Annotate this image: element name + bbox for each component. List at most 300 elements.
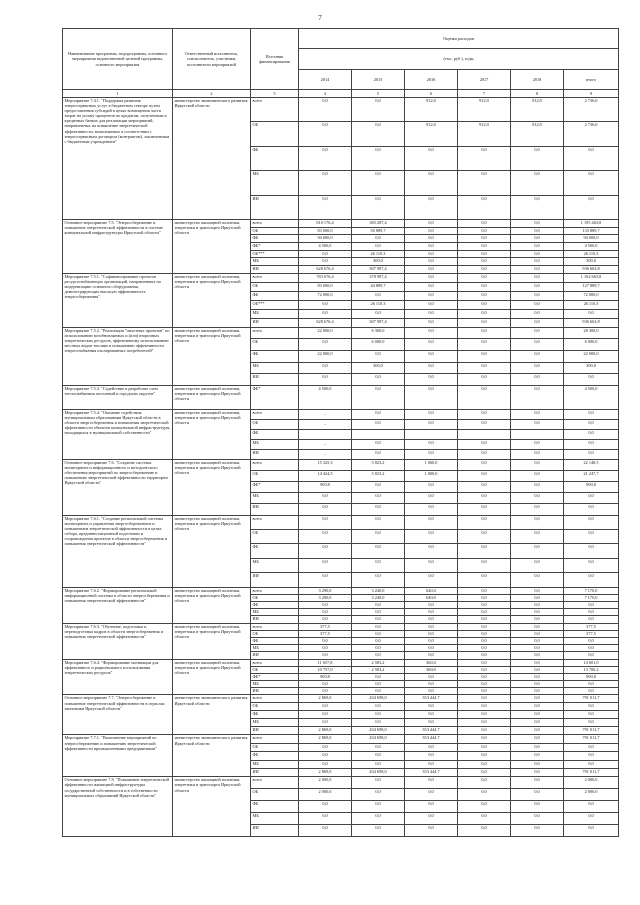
- amount-cell: 0,0: [299, 801, 352, 813]
- amount-cell: 0,0: [352, 602, 405, 609]
- funding-source: ФБ: [251, 146, 299, 170]
- amount-cell: 0,0: [405, 813, 458, 825]
- measure-executor: министерство жилищной политики, энергетики и транспорта Иркутской области: [173, 587, 251, 623]
- amount-cell: 0,0: [511, 362, 564, 374]
- amount-cell: 783 676,4: [299, 273, 352, 282]
- amount-cell: 0,0: [511, 789, 564, 801]
- table-row: [63, 273, 619, 282]
- amount-cell: 0,0: [299, 558, 352, 572]
- funding-source: ФБ: [251, 429, 299, 439]
- amount-cell: 0,0: [405, 339, 458, 351]
- amount-cell: _: [299, 449, 352, 459]
- amount-cell: 0,0: [352, 385, 405, 409]
- funding-source: всего: [251, 587, 299, 594]
- amount-cell: 0,0: [511, 703, 564, 711]
- amount-cell: 0,0: [458, 825, 511, 837]
- header-year: 2015: [352, 69, 405, 89]
- amount-cell: 0,0: [511, 594, 564, 601]
- amount-total: 791 011,7: [564, 769, 619, 777]
- amount-cell: 0,0: [511, 602, 564, 609]
- amount-total: 127 889,7: [564, 282, 619, 291]
- funding-source: ИИ: [251, 688, 299, 695]
- amount-cell: 83 000,0: [299, 282, 352, 291]
- amount-cell: 0,0: [458, 300, 511, 309]
- funding-source: ОБ: [251, 594, 299, 601]
- amount-cell: 0,0: [405, 719, 458, 727]
- amount-cell: 0,0: [299, 122, 352, 146]
- amount-cell: 22 000,0: [299, 327, 352, 339]
- amount-total: 2 000,0: [564, 777, 619, 789]
- amount-cell: 0,0: [511, 630, 564, 637]
- amount-cell: 6 300,0: [352, 327, 405, 339]
- amount-cell: 0,0: [458, 760, 511, 768]
- measure-name: Мероприятие 7.5.1. "Софинансирование проектов ресурсоснабжающих организаций, направленных на модернизацию основного оборудования, демонстрирующих высокую эффективность энергосбережения": [63, 273, 173, 327]
- amount-total: 26 110,3: [564, 250, 619, 258]
- amount-cell: 385 287,4: [352, 219, 405, 227]
- amount-cell: 0,0: [352, 195, 405, 219]
- amount-cell: 0,0: [405, 752, 458, 760]
- amount-cell: 0,0: [458, 309, 511, 318]
- amount-total: 0,0: [564, 760, 619, 768]
- amount-cell: 0,0: [405, 623, 458, 630]
- amount-cell: 0,0: [405, 703, 458, 711]
- amount-cell: 0,0: [352, 719, 405, 727]
- amount-cell: 0,0: [511, 339, 564, 351]
- funding-source: ОБ: [251, 470, 299, 481]
- amount-cell: 0,0: [299, 637, 352, 644]
- amount-cell: 0,0: [511, 282, 564, 291]
- amount-cell: 912,0: [458, 122, 511, 146]
- measure-name: Мероприятие 7.6.1. "Создание региональной системы мониторинга и управления энергосбережением и повышением энергетической эффективности в целях отбора, прединвестиционной подготовки и сопровождения проектов в области энергосбережения и повышения энергетической эффективности": [63, 515, 173, 587]
- amount-cell: 0,0: [458, 666, 511, 673]
- amount-cell: 0,0: [299, 681, 352, 688]
- amount-cell: 0,0: [299, 711, 352, 719]
- amount-total: 0,0: [564, 719, 619, 727]
- amount-total: 0,0: [564, 752, 619, 760]
- amount-cell: 0,0: [299, 825, 352, 837]
- amount-cell: 1 000,0: [405, 470, 458, 481]
- amount-cell: 0,0: [405, 743, 458, 751]
- amount-cell: 912,0: [458, 98, 511, 122]
- amount-cell: 0,0: [511, 616, 564, 623]
- measure-name: Основное мероприятие 7.5. "Энергосбережение и повышение энергетической эффективности в системе коммунальной инфраструктуры Иркутской области": [63, 219, 173, 273]
- amount-total: 0,0: [564, 609, 619, 616]
- amount-cell: 0,0: [405, 327, 458, 339]
- amount-cell: 0,0: [405, 243, 458, 251]
- amount-cell: 0,0: [299, 703, 352, 711]
- amount-cell: 0,0: [405, 801, 458, 813]
- amount-cell: 0,0: [458, 291, 511, 300]
- amount-cell: 0,0: [299, 362, 352, 374]
- amount-cell: 0,0: [511, 250, 564, 258]
- header-year: 2014: [299, 69, 352, 89]
- amount-cell: 0,0: [458, 673, 511, 680]
- table-row: [63, 777, 619, 789]
- amount-cell: 0,0: [458, 235, 511, 243]
- amount-cell: 0,0: [458, 350, 511, 362]
- amount-cell: [405, 429, 458, 439]
- amount-cell: 0,0: [458, 558, 511, 572]
- amount-cell: 0,0: [511, 350, 564, 362]
- funding-source: ОБ: [251, 339, 299, 351]
- amount-cell: 0,0: [511, 695, 564, 703]
- amount-cell: 0,0: [299, 752, 352, 760]
- amount-cell: 0,0: [458, 339, 511, 351]
- amount-cell: 0,0: [299, 504, 352, 515]
- amount-cell: 0,0: [511, 558, 564, 572]
- amount-total: 300,0: [564, 362, 619, 374]
- amount-cell: 0,0: [405, 300, 458, 309]
- amount-cell: 0,0: [458, 695, 511, 703]
- amount-cell: 0,0: [299, 652, 352, 659]
- amount-cell: 307 987,4: [352, 266, 405, 274]
- amount-cell: 434 698,0: [352, 727, 405, 735]
- amount-total: 13 700,2: [564, 666, 619, 673]
- amount-total: 4 500,0: [564, 385, 619, 409]
- funding-source: всего: [251, 735, 299, 743]
- amount-cell: 0,0: [458, 282, 511, 291]
- measure-executor: министерство жилищной политики, энергетики и транспорта Иркутской области: [173, 409, 251, 459]
- amount-cell: 50 889,7: [352, 227, 405, 235]
- funding-source: ФБ: [251, 637, 299, 644]
- header-year: 2016: [405, 69, 458, 89]
- table-row: [63, 659, 619, 666]
- amount-cell: 0,0: [352, 515, 405, 529]
- amount-cell: 2 869,0: [299, 735, 352, 743]
- amount-cell: 2 869,0: [299, 769, 352, 777]
- funding-source: ОБ***: [251, 300, 299, 309]
- amount-cell: 0,0: [405, 630, 458, 637]
- amount-cell: 0,0: [458, 243, 511, 251]
- funding-source: ФБ: [251, 350, 299, 362]
- funding-source: ОБ: [251, 703, 299, 711]
- table-row: [63, 623, 619, 630]
- amount-total: 0,0: [564, 743, 619, 751]
- amount-cell: 0,0: [405, 544, 458, 558]
- amount-cell: 0,0: [405, 789, 458, 801]
- amount-cell: 0,0: [511, 652, 564, 659]
- amount-cell: 2 583,2: [352, 666, 405, 673]
- funding-source: ОБ: [251, 743, 299, 751]
- measure-executor: министерство жилищной политики, энергетики и транспорта Иркутской области: [173, 623, 251, 659]
- amount-cell: 0,0: [405, 171, 458, 195]
- funding-source: ОБ***: [251, 250, 299, 258]
- amount-cell: 0,0: [458, 227, 511, 235]
- funding-source: ФБ*: [251, 673, 299, 680]
- amount-cell: 0,0: [352, 558, 405, 572]
- amount-total: 377,5: [564, 623, 619, 630]
- funding-source: ФБ: [251, 235, 299, 243]
- measure-executor: министерство жилищной политики, энергетики и транспорта Иркутской области: [173, 219, 251, 273]
- amount-cell: 900,8: [299, 482, 352, 493]
- amount-cell: 0,0: [299, 493, 352, 504]
- amount-total: 0,0: [564, 530, 619, 544]
- amount-cell: 0,0: [405, 309, 458, 318]
- amount-cell: 628 676,4: [299, 318, 352, 327]
- column-number: 6: [405, 90, 458, 98]
- amount-cell: 0,0: [458, 327, 511, 339]
- amount-cell: 0,0: [352, 573, 405, 587]
- amount-total: 0,0: [564, 688, 619, 695]
- amount-cell: 0,0: [458, 616, 511, 623]
- amount-cell: 0,0: [352, 122, 405, 146]
- amount-cell: 0,0: [352, 235, 405, 243]
- amount-cell: 377,5: [299, 623, 352, 630]
- amount-cell: 0,0: [511, 300, 564, 309]
- amount-cell: 0,0: [458, 195, 511, 219]
- amount-cell: 0,0: [405, 219, 458, 227]
- funding-source: всего: [251, 695, 299, 703]
- amount-cell: 0,0: [511, 623, 564, 630]
- amount-cell: 0,0: [352, 530, 405, 544]
- amount-cell: 0,0: [352, 789, 405, 801]
- amount-total: 14 601,0: [564, 659, 619, 666]
- header-year: 2018: [511, 69, 564, 89]
- amount-cell: 0,0: [458, 652, 511, 659]
- amount-cell: 0,0: [352, 743, 405, 751]
- amount-cell: [458, 429, 511, 439]
- amount-cell: 0,0: [405, 362, 458, 374]
- amount-cell: 0,0: [405, 602, 458, 609]
- amount-cell: 0,0: [405, 449, 458, 459]
- amount-cell: 0,0: [511, 146, 564, 170]
- amount-cell: 0,0: [299, 813, 352, 825]
- funding-source: ОБ: [251, 419, 299, 429]
- amount-cell: 0,0: [511, 587, 564, 594]
- column-number: 9: [564, 90, 619, 98]
- amount-cell: 0,0: [458, 515, 511, 529]
- amount-cell: 0,0: [511, 530, 564, 544]
- amount-cell: 0,0: [458, 681, 511, 688]
- column-number: 5: [352, 90, 405, 98]
- measure-name: Мероприятие 7.5.4. "Оказание содействия муниципальным образованиям Иркутской области в области энергосбережения и повышения энергетической эффективности объектов коммунальной инфраструктуры, находящихся в муниципальной собственности": [63, 409, 173, 459]
- amount-cell: 0,0: [299, 645, 352, 652]
- amount-cell: 0,0: [458, 735, 511, 743]
- amount-total: 6 000,0: [564, 339, 619, 351]
- table-row: [63, 98, 619, 122]
- amount-cell: 0,0: [352, 630, 405, 637]
- amount-cell: 0,0: [511, 291, 564, 300]
- amount-cell: 0,0: [352, 688, 405, 695]
- amount-cell: 0,0: [405, 291, 458, 300]
- amount-cell: 14 424,5: [299, 470, 352, 481]
- measure-name: Основное мероприятие 7.7. "Энергосбережение и повышение энергетической эффективности в отраслях экономики Иркутской области": [63, 695, 173, 735]
- amount-cell: 0,0: [511, 681, 564, 688]
- funding-source: МБ: [251, 362, 299, 374]
- amount-cell: 0,0: [458, 504, 511, 515]
- amount-total: 2 736,0: [564, 122, 619, 146]
- amount-total: 7 170,0: [564, 594, 619, 601]
- funding-source: ИИ: [251, 318, 299, 327]
- amount-total: 0,0: [564, 504, 619, 515]
- amount-total: 21 247,7: [564, 470, 619, 481]
- amount-total: 2 736,0: [564, 98, 619, 122]
- measure-executor: министерство жилищной политики, энергетики и транспорта Иркутской области: [173, 327, 251, 385]
- amount-total: 900,8: [564, 482, 619, 493]
- funding-source: МБ: [251, 760, 299, 768]
- measure-name: Мероприятие 7.4.1. "Поддержка развития энергосервисных услуг в бюджетном секторе путем предоставления субсидий в целях возмещения части затрат на уплату процентов по кредитам, полученным в кредитных банках для реализации мероприятий, направленных на повышение энергетической эффективности, выполняемых в соответствии с энергосервисным договором (контрактом), заключенным с бюджетным учреждением": [63, 98, 173, 220]
- amount-cell: 0,0: [458, 419, 511, 429]
- funding-source: ОБ: [251, 666, 299, 673]
- amount-cell: 0,0: [352, 760, 405, 768]
- funding-source: ФБ: [251, 291, 299, 300]
- funding-source: МБ: [251, 681, 299, 688]
- amount-cell: 0,0: [352, 146, 405, 170]
- amount-cell: 0,0: [511, 449, 564, 459]
- funding-source: всего: [251, 623, 299, 630]
- measure-name: Мероприятие 7.6.4. "Формирование мотивации для эффективного и рационального использования энергетических ресурсов": [63, 659, 173, 695]
- amount-total: 0,0: [564, 801, 619, 813]
- amount-total: 0,0: [564, 429, 619, 439]
- amount-cell: 2 869,0: [299, 727, 352, 735]
- measure-name: Мероприятие 7.7.1. "Выполнение мероприятий по энергосбережению и повышению энергетической эффективности промышленными предприятиями": [63, 735, 173, 777]
- amount-cell: 0,0: [405, 318, 458, 327]
- amount-cell: 0,0: [511, 374, 564, 386]
- funding-source: всего: [251, 659, 299, 666]
- amount-cell: 0,0: [458, 801, 511, 813]
- funding-source: МБ: [251, 645, 299, 652]
- column-number: 7: [458, 90, 511, 98]
- measure-executor: министерство жилищной политики, энергетики и транспорта Иркутской области: [173, 777, 251, 837]
- amount-cell: 0,0: [511, 227, 564, 235]
- amount-cell: 353 444,7: [405, 769, 458, 777]
- amount-total: 0,0: [564, 544, 619, 558]
- funding-source: ИИ: [251, 769, 299, 777]
- table-row: [63, 587, 619, 594]
- header-program-name: Наименование программы, подпрограммы, основного мероприятия ведомственной целевой программы, основного мероприятия: [63, 29, 173, 90]
- amount-cell: 0,0: [511, 171, 564, 195]
- amount-cell: 11 657,8: [299, 659, 352, 666]
- funding-source: ОБ: [251, 282, 299, 291]
- amount-cell: 0,0: [352, 171, 405, 195]
- amount-total: 791 011,7: [564, 727, 619, 735]
- amount-cell: 0,0: [458, 258, 511, 266]
- amount-cell: 912,0: [405, 122, 458, 146]
- amount-total: 2 000,0: [564, 789, 619, 801]
- amount-total: 0,0: [564, 637, 619, 644]
- measure-name: Мероприятие 7.5.3. "Содействие в разработке схем теплоснабжения поселений и городских округов": [63, 385, 173, 409]
- amount-cell: 0,0: [511, 573, 564, 587]
- table-row: [63, 219, 619, 227]
- amount-cell: 0,0: [405, 282, 458, 291]
- amount-cell: 0,0: [299, 688, 352, 695]
- amount-cell: 0,0: [352, 243, 405, 251]
- funding-source: ФБ: [251, 752, 299, 760]
- amount-total: 0,0: [564, 419, 619, 429]
- amount-total: 0,0: [564, 645, 619, 652]
- amount-cell: 10 757,0: [299, 666, 352, 673]
- amount-cell: 0,0: [511, 752, 564, 760]
- amount-cell: _: [299, 419, 352, 429]
- table-row: [63, 385, 619, 409]
- amount-cell: 0,0: [352, 752, 405, 760]
- amount-cell: 0,0: [511, 266, 564, 274]
- amount-cell: 0,0: [299, 616, 352, 623]
- funding-source: МБ: [251, 171, 299, 195]
- amount-cell: 0,0: [458, 623, 511, 630]
- amount-cell: 0,0: [458, 645, 511, 652]
- amount-total: 0,0: [564, 439, 619, 449]
- header-executor: Ответственный исполнитель, соисполнитель, участники, исполнители мероприятий: [173, 29, 251, 90]
- measure-name: Мероприятие 7.6.2. "Формирование региональной информационной системы в области энергосбережения и повышения энергетической эффективности": [63, 587, 173, 623]
- amount-cell: 353 444,7: [405, 695, 458, 703]
- measure-executor: министерство жилищной политики, энергетики и транспорта Иркутской области: [173, 515, 251, 587]
- amount-cell: 6 000,0: [352, 339, 405, 351]
- amount-cell: 0,0: [511, 409, 564, 419]
- funding-source: всего: [251, 459, 299, 470]
- amount-cell: 0,0: [299, 515, 352, 529]
- measure-name: Мероприятие 7.5.2. "Реализация "пилотных проектов" по использованию возобновляемых и (или) вторичных энергетических ресурсов, эффективному использованию местных видов топлива и повышению эффективности энергоснабжения изолированных потребителей": [63, 327, 173, 385]
- amount-cell: 0,0: [405, 652, 458, 659]
- amount-total: 4 500,0: [564, 243, 619, 251]
- amount-cell: 0,0: [405, 616, 458, 623]
- funding-source: всего: [251, 515, 299, 529]
- funding-source: ИИ: [251, 825, 299, 837]
- amount-total: 791 011,7: [564, 735, 619, 743]
- amount-cell: 0,0: [352, 291, 405, 300]
- amount-total: 0,0: [564, 681, 619, 688]
- amount-cell: 0,0: [352, 637, 405, 644]
- amount-cell: 0,0: [405, 558, 458, 572]
- amount-total: 0,0: [564, 195, 619, 219]
- amount-total: 0,0: [564, 493, 619, 504]
- amount-cell: 434 698,0: [352, 695, 405, 703]
- funding-source: ОБ: [251, 630, 299, 637]
- amount-cell: 2 000,0: [299, 777, 352, 789]
- amount-cell: 0,0: [405, 645, 458, 652]
- funding-source: всего: [251, 327, 299, 339]
- amount-cell: 0,0: [299, 98, 352, 122]
- amount-cell: 0,0: [458, 789, 511, 801]
- amount-cell: 0,0: [458, 659, 511, 666]
- amount-cell: 378 987,4: [352, 273, 405, 282]
- amount-cell: _: [299, 439, 352, 449]
- amount-cell: 0,0: [511, 318, 564, 327]
- amount-cell: 300,0: [352, 258, 405, 266]
- amount-cell: 810 176,4: [299, 219, 352, 227]
- amount-cell: 434 698,0: [352, 735, 405, 743]
- amount-cell: 0,0: [352, 439, 405, 449]
- amount-cell: 0,0: [352, 493, 405, 504]
- funding-source: МБ: [251, 439, 299, 449]
- amount-cell: 0,0: [458, 594, 511, 601]
- amount-total: 0,0: [564, 146, 619, 170]
- amount-cell: 0,0: [405, 250, 458, 258]
- amount-cell: 22 000,0: [299, 350, 352, 362]
- amount-cell: 0,0: [299, 743, 352, 751]
- amount-cell: 628 676,4: [299, 266, 352, 274]
- amount-cell: 0,0: [458, 219, 511, 227]
- header-total: итого: [564, 69, 619, 89]
- amount-cell: 0,0: [458, 609, 511, 616]
- funding-source: всего: [251, 409, 299, 419]
- amount-cell: 0,0: [458, 385, 511, 409]
- amount-cell: 0,0: [458, 459, 511, 470]
- amount-cell: 0,0: [405, 609, 458, 616]
- amount-cell: 0,0: [405, 681, 458, 688]
- amount-cell: 0,0: [511, 666, 564, 673]
- amount-cell: 0,0: [511, 515, 564, 529]
- amount-cell: 0,0: [458, 630, 511, 637]
- amount-cell: 0,0: [405, 530, 458, 544]
- funding-source: МБ: [251, 813, 299, 825]
- amount-cell: 0,0: [511, 482, 564, 493]
- amount-cell: 0,0: [458, 266, 511, 274]
- amount-cell: 0,0: [458, 777, 511, 789]
- amount-cell: 0,0: [458, 544, 511, 558]
- funding-source: МБ: [251, 493, 299, 504]
- funding-source: ИИ: [251, 449, 299, 459]
